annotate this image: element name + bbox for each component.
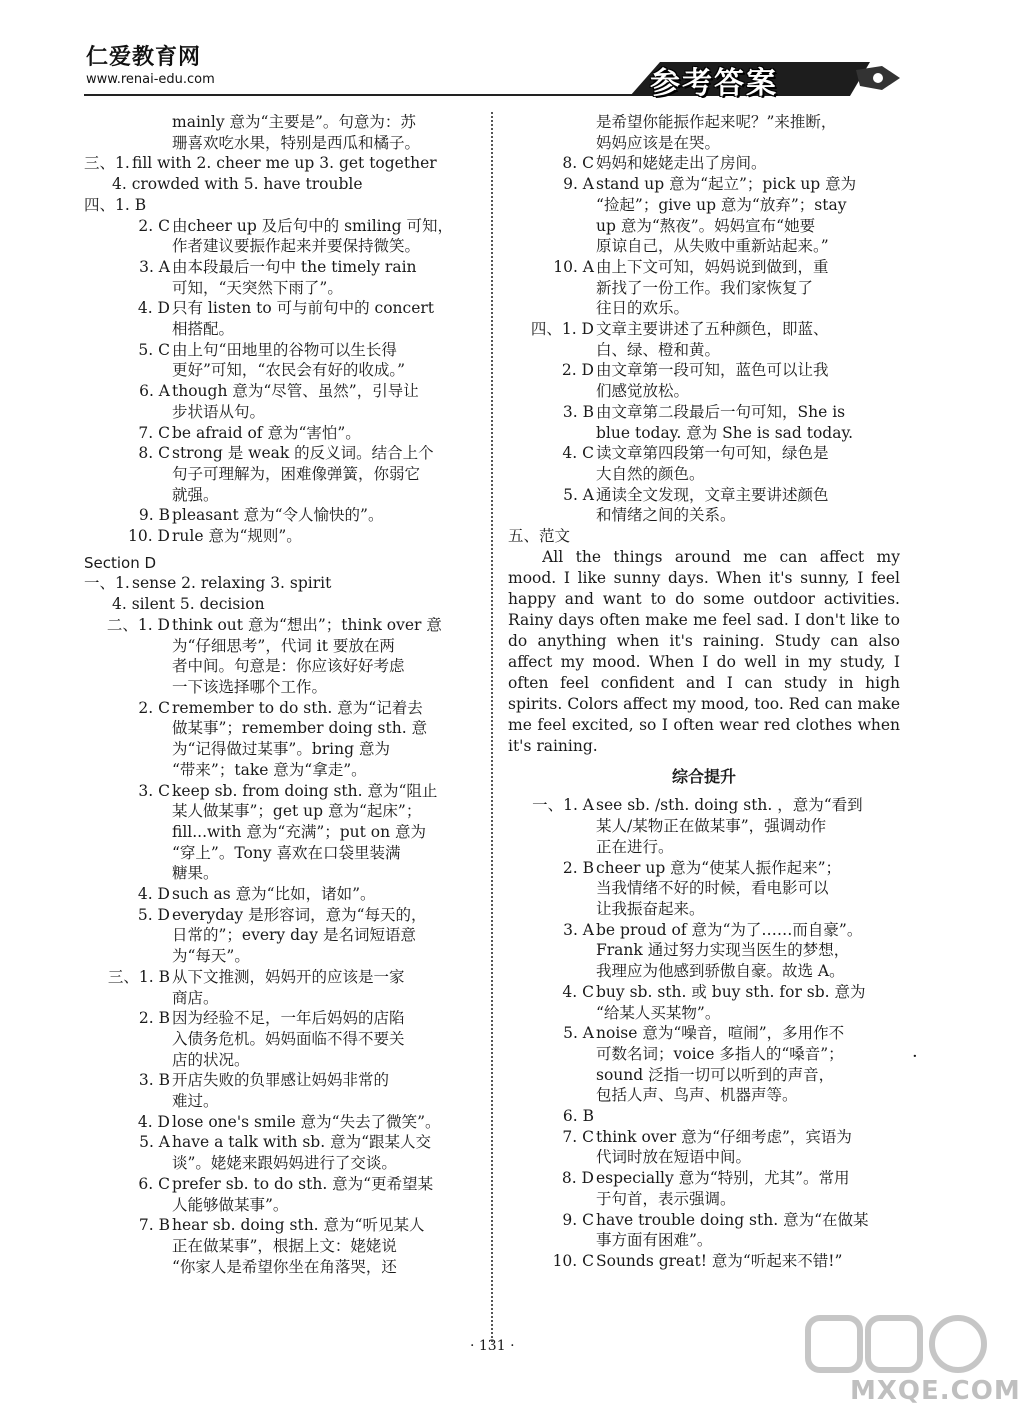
answer-item: [508, 360, 900, 401]
answer-text: have trouble doing sth. 意为“在做某: [596, 1210, 869, 1229]
answer-label: 3. C: [138, 781, 170, 800]
answer-label: 四、1. B: [84, 195, 147, 214]
answer-text: 由文章第二段最后一句可知，She is: [596, 402, 846, 421]
answer-label: 9. C: [562, 1210, 594, 1229]
answer-item: [84, 905, 480, 967]
answer-text: 妈妈和姥姥走出了房间。: [596, 154, 767, 173]
brand-name: 仁爱教育网: [86, 44, 202, 70]
answer-text: 可数名词；voice 多指人的“嗓音”；: [596, 1044, 844, 1063]
answer-label: 10. A: [553, 257, 594, 276]
answer-label: 一、1. A: [532, 796, 594, 815]
answer-item: [84, 1112, 480, 1133]
answer-label: 3. A: [563, 920, 594, 939]
answer-text: blue today. 意为 She is sad today.: [596, 423, 854, 442]
text-line: 妈妈应该是在哭。: [596, 133, 721, 152]
text-line: 是希望你能振作起来呢？”来推断，: [596, 113, 837, 131]
answer-text: 当我情绪不好的时候，看电影可以: [596, 879, 829, 898]
answer-group-4-head: [84, 195, 480, 216]
answer-text: especially 意为“特别，尤其”。常用: [596, 1169, 850, 1188]
answer-text: 由上句“田地里的谷物可以生长得: [172, 340, 397, 359]
answer-text: “你家人是希望你坐在角落哭，还: [172, 1257, 397, 1276]
answer-text: 可知，“天突然下雨了”。: [172, 278, 343, 297]
answer-label: 9. A: [563, 175, 594, 194]
answer-item: [508, 485, 900, 526]
answer-text: “给某人买某物”。: [596, 1003, 721, 1022]
answer-item: [508, 1168, 900, 1209]
answer-item: [508, 174, 900, 257]
answer-label: 4. D: [137, 885, 170, 904]
answer-text: 步状语从句。: [172, 402, 266, 421]
answer-text: 某人/某物正在做某事”，强调动作: [596, 817, 827, 836]
answer-label: 6. A: [139, 382, 170, 401]
answer-text: 让我振奋起来。: [596, 899, 705, 918]
answer-text: 由cheer up 及后句中的 smiling 可知，: [172, 216, 453, 235]
answer-text: rule 意为“规则”。: [172, 527, 302, 546]
answer-item: [84, 615, 480, 698]
answer-label: 5. A: [139, 1133, 170, 1152]
answer-text: 谈”。姥姥来跟妈妈进行了交谈。: [172, 1154, 397, 1173]
answer-item: [84, 216, 480, 257]
answer-text: 4. silent 5. decision: [112, 595, 265, 614]
right-column: [508, 112, 900, 1272]
answer-label: 2. C: [138, 216, 170, 235]
answer-text: lose one's smile 意为“失去了微笑”。: [172, 1112, 441, 1131]
answer-item: [84, 257, 480, 298]
answer-item: [84, 340, 480, 381]
answer-text: 因为经验不足，一年后妈妈的店陷: [172, 1009, 405, 1028]
answer-text: 通读全文发现，文章主要讲述颜色: [596, 485, 829, 504]
answer-label: 4. D: [137, 1112, 170, 1131]
answer-item: [84, 1070, 480, 1111]
answer-text: everyday 是形容词，意为“每天的，: [172, 905, 427, 924]
answer-label: 三、1. B: [107, 967, 170, 986]
answer-label: 6. C: [138, 1174, 170, 1193]
answer-text: 做某事”；remember doing sth. 意: [172, 719, 428, 738]
answer-item: [84, 698, 480, 781]
answer-label: 2. B: [138, 1009, 170, 1028]
answer-item: [84, 1132, 480, 1173]
answer-text: think over 意为“仔细考虑”，宾语为: [596, 1127, 852, 1146]
answer-text: 句子可理解为，困难像弹簧，你弱它: [172, 464, 421, 483]
answer-label: 7. B: [138, 1216, 170, 1235]
answer-text: 店的状况。: [172, 1050, 250, 1069]
answer-label: 二、1. D: [106, 615, 170, 634]
answer-text: 大自然的颜色。: [596, 464, 705, 483]
answer-label: 三、1.: [84, 154, 130, 173]
answer-item: [508, 443, 900, 484]
answer-item: [508, 402, 900, 443]
answer-text: 4. crowded with 5. have trouble: [112, 175, 363, 194]
answer-text: 于句首，表示强调。: [596, 1189, 736, 1208]
answer-text: 某人做某事”；get up 意为“起床”；: [172, 802, 422, 821]
answer-item: [84, 443, 480, 505]
answer-text: 正在进行。: [596, 837, 674, 856]
answer-item: [84, 423, 480, 444]
answer-text: 往日的欢乐。: [596, 299, 690, 318]
answer-text: noise 意为“噪音，喧闹”，多用作不: [596, 1024, 845, 1043]
answer-text: 一下该选择哪个工作。: [172, 677, 328, 696]
page-number: · 131 ·: [470, 1338, 515, 1354]
answer-item: [508, 153, 900, 174]
answer-item: [508, 795, 900, 857]
answer-label: 2. C: [138, 698, 170, 717]
answer-text: 们感觉放松。: [596, 382, 690, 401]
left-column: [84, 112, 480, 1277]
answer-text: 由文章第一段可知，蓝色可以让我: [596, 361, 829, 380]
answer-text: be proud of 意为“为了……而自豪”。: [596, 920, 863, 939]
answer-item: [508, 257, 900, 319]
answer-text: keep sb. from doing sth. 意为“阻止: [172, 781, 438, 800]
answer-text: 由上下文可知，妈妈说到做到，重: [596, 257, 829, 276]
answer-item: [84, 884, 480, 905]
banner-title: 参考答案: [650, 66, 778, 101]
answer-label: 一、1.: [84, 574, 130, 593]
answer-label: 8. C: [562, 154, 594, 173]
answer-item: [84, 1008, 480, 1070]
answer-text: 原谅自己，从失败中重新站起来。”: [596, 237, 829, 256]
answer-label: 3. B: [138, 1071, 170, 1090]
answer-text: see sb. /sth. doing sth. ，意为“看到: [596, 796, 863, 815]
answer-label: 3. B: [562, 402, 594, 421]
answer-label: 5. A: [563, 1024, 594, 1043]
answer-group-3: [84, 153, 480, 194]
answer-text: 正在做某事”，根据上文：姥姥说: [172, 1236, 397, 1255]
answer-item: [84, 781, 480, 885]
answer-item: [508, 920, 900, 982]
answer-text: 开店失败的负罪感让妈妈非常的: [172, 1071, 390, 1090]
answer-text: 相搭配。: [172, 320, 235, 339]
answer-item: [84, 381, 480, 422]
answer-text: 作者建议要振作起来并要保持微笑。: [172, 237, 421, 256]
answer-item: [84, 1174, 480, 1215]
answer-text: stand up 意为“起立”；pick up 意为: [596, 175, 857, 194]
answer-item: [84, 298, 480, 339]
answer-label: 2. B: [562, 858, 594, 877]
answer-text: 白、绿、橙和黄。: [596, 340, 721, 359]
section-d-title: Section D: [84, 553, 157, 572]
answer-label: 6. B: [562, 1107, 594, 1126]
answer-text: 新找了一份工作。我们家恢复了: [596, 278, 814, 297]
answer-text: 为“每天”。: [172, 947, 250, 966]
answer-text: 更好”可知，“农民会有好的收成。”: [172, 361, 406, 380]
essay-label: 五、范文: [508, 527, 571, 546]
answer-label: 5. A: [563, 485, 594, 504]
dot-mark: ·: [912, 1046, 918, 1067]
answer-text: 代词时放在短语中间。: [596, 1148, 752, 1167]
text-line: mainly 意为“主要是”。句意为：苏: [172, 113, 416, 131]
answer-item: [508, 1023, 900, 1106]
answer-text: 包括人声、鸟声、机器声等。: [596, 1086, 798, 1105]
answer-item: [84, 967, 480, 1008]
answer-text: up 意为“熬夜”。妈妈宣布“她要: [596, 216, 816, 235]
answer-text: prefer sb. to do sth. 意为“更希望某: [172, 1174, 434, 1193]
answer-label: 四、1. D: [530, 320, 594, 339]
answer-label: 10. C: [552, 1251, 594, 1270]
answer-text: “带来”；take 意为“拿走”。: [172, 760, 367, 779]
answer-label: 7. C: [562, 1127, 594, 1146]
answer-item: [508, 1210, 900, 1251]
answer-text: strong 是 weak 的反义词。结合上个: [172, 444, 434, 463]
answer-item: [508, 319, 900, 360]
answer-text: sense 2. relaxing 3. spirit: [132, 574, 332, 593]
answer-text: fill...with 意为“充满”；put on 意为: [172, 822, 427, 841]
answer-text: [596, 1106, 900, 1127]
answer-text: 者中间。句意是：你应该好好考虑: [172, 657, 405, 676]
answer-text: 商店。: [172, 988, 219, 1007]
answer-text: pleasant 意为“令人愉快的”。: [172, 506, 384, 525]
answer-label: 3. A: [139, 257, 170, 276]
answer-text: fill with 2. cheer me up 3. get together: [132, 154, 437, 173]
answer-text: remember to do sth. 意为“记着去: [172, 698, 423, 717]
brand-url: www.renai-edu.com: [86, 72, 215, 87]
answer-text: 糖果。: [172, 864, 219, 883]
answer-item: [508, 982, 900, 1023]
answer-label: 5. C: [138, 340, 170, 359]
answer-text: hear sb. doing sth. 意为“听见某人: [172, 1216, 425, 1235]
answer-text: 入债务危机。妈妈面临不得不要关: [172, 1029, 405, 1048]
answer-text: 读文章第四段第一句可知，绿色是: [596, 444, 829, 463]
answer-text: cheer up 意为“使某人振作起来”；: [596, 858, 842, 877]
answer-item: [508, 858, 900, 920]
answer-label: 10. D: [127, 527, 170, 546]
page-header: [0, 0, 1000, 110]
answer-text: 由本段最后一句中 the timely rain: [172, 257, 417, 276]
answer-text: 从下文推测，妈妈开的应该是一家: [172, 967, 405, 986]
answer-text: such as 意为“比如，诸如”。: [172, 885, 376, 904]
answer-text: 就强。: [172, 485, 219, 504]
comprehensive-title: 综合提升: [671, 766, 736, 786]
answer-item: [84, 505, 480, 526]
answer-text: 日常的”；every day 是名词短语意: [172, 926, 416, 945]
answer-text: “穿上”。Tony 喜欢在口袋里装满: [172, 843, 401, 862]
answer-text: buy sb. sth. 或 buy sth. for sb. 意为: [596, 982, 866, 1001]
answer-text: 文章主要讲述了五种颜色，即蓝、: [596, 320, 829, 339]
answer-label: 8. D: [561, 1169, 594, 1188]
answer-text: 我理应为他感到骄傲自豪。故选 A。: [596, 962, 845, 981]
answer-text: though 意为“尽管、虽然”，引导让: [172, 382, 419, 401]
answer-label: 7. C: [138, 423, 170, 442]
answer-item: [84, 1215, 480, 1277]
answer-text: think out 意为“想出”；think over 意: [172, 615, 442, 634]
text-line: 珊喜欢吃水果，特别是西瓜和橘子。: [172, 133, 421, 152]
answer-label: 5. D: [137, 905, 170, 924]
answer-item: [508, 1106, 900, 1127]
answer-text: 和情绪之间的关系。: [596, 506, 736, 525]
answer-item: [84, 526, 480, 547]
answer-label: 4. C: [562, 982, 594, 1001]
answer-text: “捡起”；give up 意为“放弃”；stay: [596, 195, 847, 214]
answer-item: [508, 1251, 900, 1272]
answer-label: 2. D: [561, 361, 594, 380]
answer-text: be afraid of 意为“害怕”。: [172, 423, 361, 442]
watermark-text: MXQE.COM: [850, 1376, 1021, 1406]
answer-text: 难过。: [172, 1092, 219, 1111]
answer-text: sound 泛指一切可以听到的声音，: [596, 1065, 835, 1084]
answer-label: 4. D: [137, 299, 170, 318]
answer-label: 9. B: [138, 506, 170, 525]
answer-label: 8. C: [138, 444, 170, 463]
column-divider: [491, 112, 493, 1342]
answer-text: 事方面有困难”。: [596, 1231, 713, 1250]
model-essay: All the things around me can affect my mood. I like sunny days. When it's sunny, I feel happy and want to do some outdoor activities. Rainy days often make me feel sad. I don't like to do anything when it's raining. Study can also affect my mood. When I do well in my study, I often feel confident and I can study in high spirits. Colors affect my mood, too. Red can make me feel excited, so I often wear red clothes when it's raining.: [508, 547, 900, 755]
answer-text: 为“记得做过某事”。bring 意为: [172, 740, 390, 759]
answer-text: have a talk with sb. 意为“跟某人交: [172, 1133, 432, 1152]
answer-label: 4. C: [562, 444, 594, 463]
answer-text: Frank 通过努力实现当医生的梦想，: [596, 941, 850, 960]
answer-text: 人能够做某事”。: [172, 1195, 289, 1214]
answer-text: 只有 listen to 可与前句中的 concert: [172, 299, 435, 318]
answer-item: [508, 1127, 900, 1168]
answer-group-d1: [84, 573, 480, 614]
answer-text: 为“仔细思考”，代词 it 要放在两: [172, 636, 395, 655]
answer-text: Sounds great! 意为“听起来不错!”: [596, 1251, 843, 1270]
